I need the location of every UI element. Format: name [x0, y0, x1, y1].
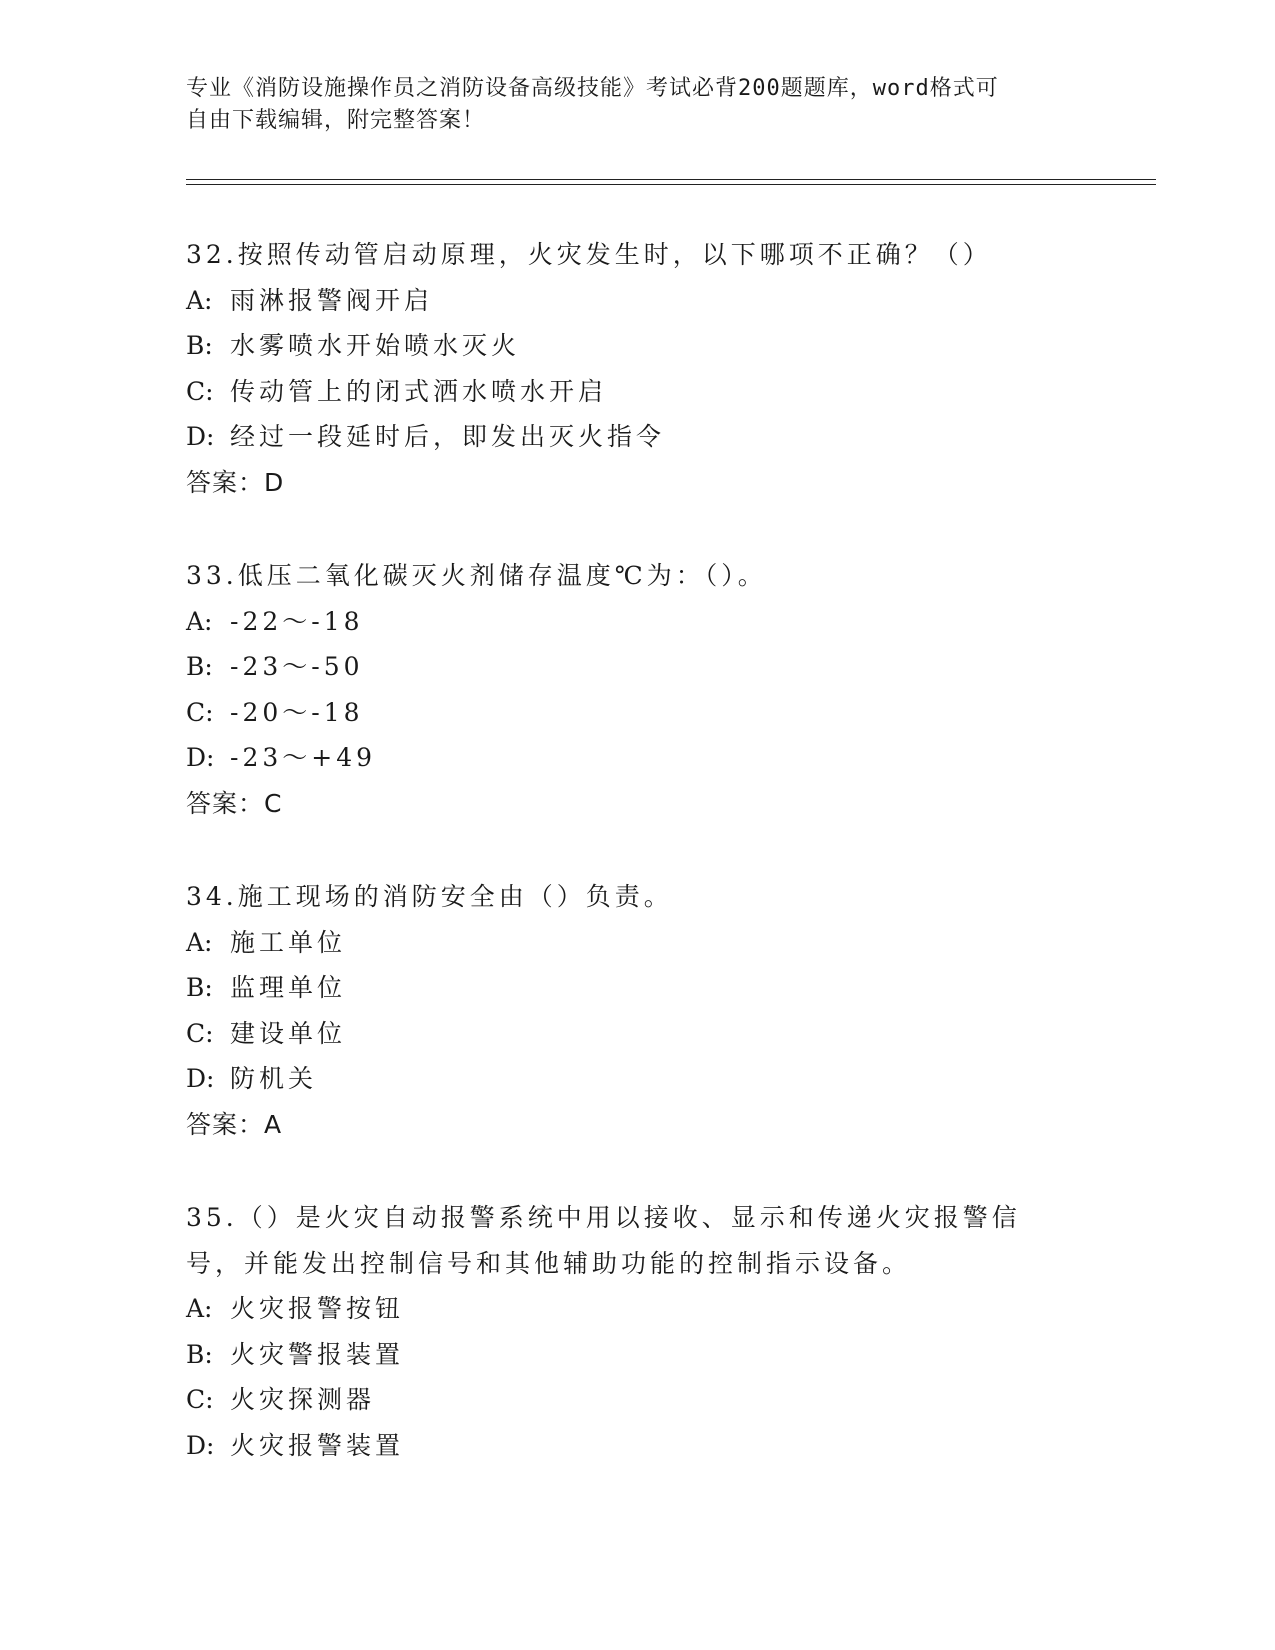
answer-label: 答案：A [186, 1109, 283, 1139]
header-line-2: 自由下载编辑，附完整答案！ [186, 108, 486, 133]
option-d [186, 1423, 1156, 1469]
option-letter: D: [186, 1064, 215, 1093]
header-divider-bottom [186, 184, 1156, 185]
option-c [186, 369, 1156, 415]
option-text: 防机关 [230, 1064, 318, 1093]
option-text: 火灾探测器 [230, 1385, 376, 1414]
option-c [186, 690, 1156, 736]
option-letter: C: [186, 376, 214, 406]
option-letter: C: [186, 697, 214, 727]
option-text: 监理单位 [230, 973, 347, 1002]
option-d [186, 414, 1156, 460]
header-divider-top [186, 179, 1156, 180]
option-text: -22～-18 [230, 606, 364, 636]
answer-label: 答案：C [186, 788, 283, 818]
option-letter: B: [186, 973, 213, 1002]
option-letter: A: [186, 1294, 213, 1323]
option-text: 经过一段延时后，即发出灭火指令 [230, 422, 666, 451]
option-text: 火灾报警按钮 [230, 1294, 405, 1323]
option-text: 建设单位 [230, 1018, 347, 1048]
option-text: 施工单位 [230, 927, 347, 957]
option-a [186, 278, 1156, 324]
option-d [186, 1056, 1156, 1102]
option-c [186, 1011, 1156, 1057]
option-c [186, 1377, 1156, 1423]
option-a [186, 1286, 1156, 1332]
option-text: -20～-18 [230, 697, 364, 727]
option-text: 水雾喷水开始喷水灭火 [230, 331, 521, 360]
option-letter: D: [186, 422, 215, 451]
question-stem: 32.按照传动管启动原理，火灾发生时，以下哪项不正确？（） [186, 240, 992, 269]
option-letter: D: [186, 1430, 215, 1460]
question-34 [186, 874, 1156, 1147]
header-line-1: 专业《消防设施操作员之消防设备高级技能》考试必背200题题库，word格式可 [186, 76, 999, 101]
option-text: 雨淋报警阀开启 [230, 285, 434, 315]
option-b [186, 644, 1156, 690]
option-letter: D: [186, 743, 215, 772]
option-text: -23～+49 [230, 743, 377, 772]
option-a [186, 599, 1156, 645]
option-letter: A: [186, 606, 213, 636]
option-letter: C: [186, 1385, 214, 1414]
option-letter: A: [186, 927, 213, 957]
option-text: 传动管上的闭式洒水喷水开启 [230, 376, 608, 406]
question-stem: 34.施工现场的消防安全由（）负责。 [186, 882, 673, 911]
option-b [186, 1332, 1156, 1378]
option-letter: C: [186, 1018, 214, 1048]
question-stem: 33.低压二氧化碳灭火剂储存温度℃为：（）。 [186, 561, 767, 590]
question-list [186, 232, 1156, 1516]
option-d [186, 735, 1156, 781]
option-b [186, 965, 1156, 1011]
option-letter: B: [186, 652, 213, 681]
question-33 [186, 553, 1156, 826]
answer-label: 答案：D [186, 467, 285, 497]
option-text: -23～-50 [230, 652, 364, 681]
question-35 [186, 1195, 1156, 1468]
option-a [186, 920, 1156, 966]
option-letter: B: [186, 331, 213, 360]
document-header [186, 73, 1066, 137]
question-stem: 35.（）是火灾自动报警系统中用以接收、显示和传递火灾报警信号，并能发出控制信号和其他辅助功能的控制指示设备。 [186, 1203, 1021, 1278]
option-letter: B: [186, 1339, 213, 1369]
option-text: 火灾警报装置 [230, 1339, 405, 1369]
option-b [186, 323, 1156, 369]
question-32 [186, 232, 1156, 505]
option-letter: A: [186, 285, 213, 315]
option-text: 火灾报警装置 [230, 1430, 405, 1460]
